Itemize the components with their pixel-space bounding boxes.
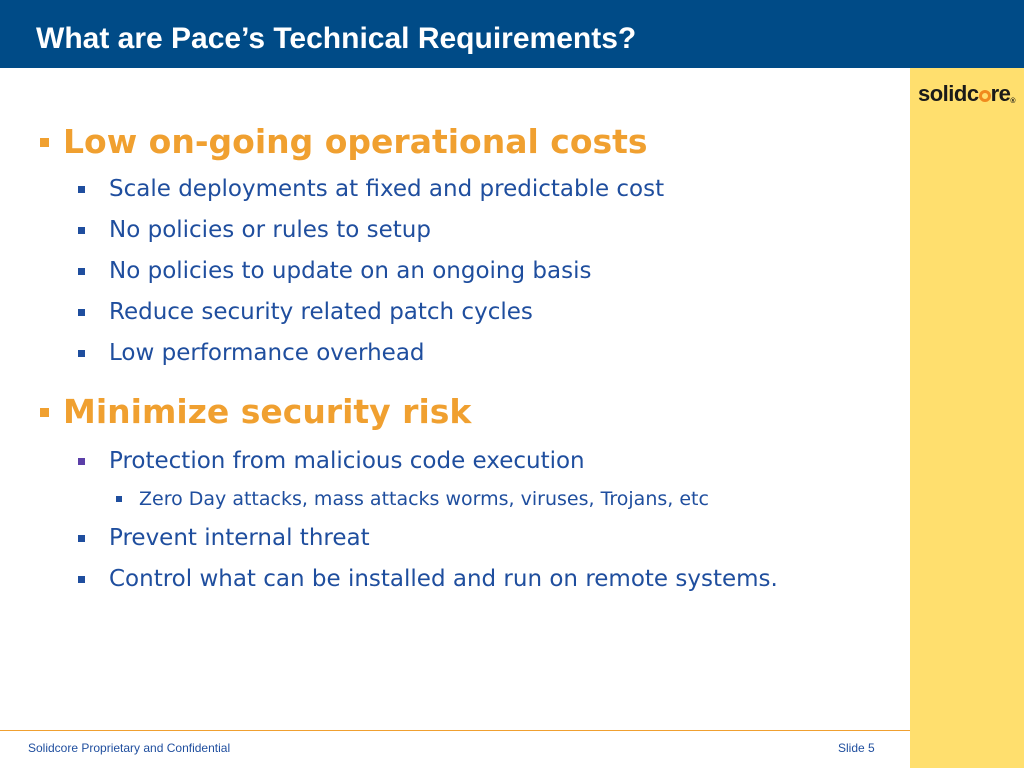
logo-text-start: solidc — [918, 81, 979, 106]
slide-title: What are Pace’s Technical Requirements? — [36, 22, 637, 55]
bullet-item-text: Prevent internal threat — [109, 525, 370, 551]
logo-registered-mark: ® — [1010, 98, 1016, 105]
square-bullet-icon — [78, 576, 85, 583]
bullet-item-text: No policies to update on an ongoing basis — [109, 258, 592, 284]
bullet-item — [78, 256, 591, 286]
bullet-item-text: Protection from malicious code execution — [109, 448, 585, 474]
bullet-heading — [40, 390, 471, 434]
footer-confidential-note: Solidcore Proprietary and Confidential — [28, 741, 231, 755]
bullet-item-text: Reduce security related patch cycles — [109, 299, 533, 325]
slide-number: Slide 5 — [838, 741, 875, 755]
bullet-item — [78, 523, 370, 553]
bullet-item — [78, 174, 664, 204]
square-bullet-icon — [78, 350, 85, 357]
bullet-item-text: No policies or rules to setup — [109, 217, 431, 243]
bullet-item — [78, 297, 533, 327]
logo-text-end: re — [990, 81, 1011, 106]
bullet-item — [78, 338, 425, 368]
bullet-item-text: Control what can be installed and run on remote systems. — [109, 566, 778, 592]
logo-o-mark-icon — [979, 90, 991, 102]
solidcore-logo — [918, 80, 1015, 108]
square-bullet-icon — [78, 268, 85, 275]
square-bullet-icon — [116, 496, 122, 502]
square-bullet-icon — [78, 186, 85, 193]
square-bullet-icon — [40, 408, 49, 417]
bullet-heading-text: Low on-going operational costs — [63, 122, 648, 161]
bullet-item — [78, 446, 585, 476]
square-bullet-icon — [78, 227, 85, 234]
bullet-item-text: Scale deployments at fixed and predictable cost — [109, 176, 665, 202]
bullet-subitem — [116, 486, 709, 512]
square-bullet-icon — [40, 138, 49, 147]
bullet-subitem-text: Zero Day attacks, mass attacks worms, viruses, Trojans, etc — [139, 488, 709, 510]
side-panel — [910, 68, 1024, 768]
square-bullet-icon — [78, 309, 85, 316]
bullet-item — [78, 215, 431, 245]
square-bullet-icon — [78, 535, 85, 542]
bullet-item — [78, 564, 778, 594]
bullet-heading — [40, 120, 648, 164]
footer-divider — [0, 730, 910, 731]
bullet-heading-text: Minimize security risk — [63, 392, 472, 431]
square-bullet-icon — [78, 458, 85, 465]
bullet-item-text: Low performance overhead — [109, 340, 425, 366]
